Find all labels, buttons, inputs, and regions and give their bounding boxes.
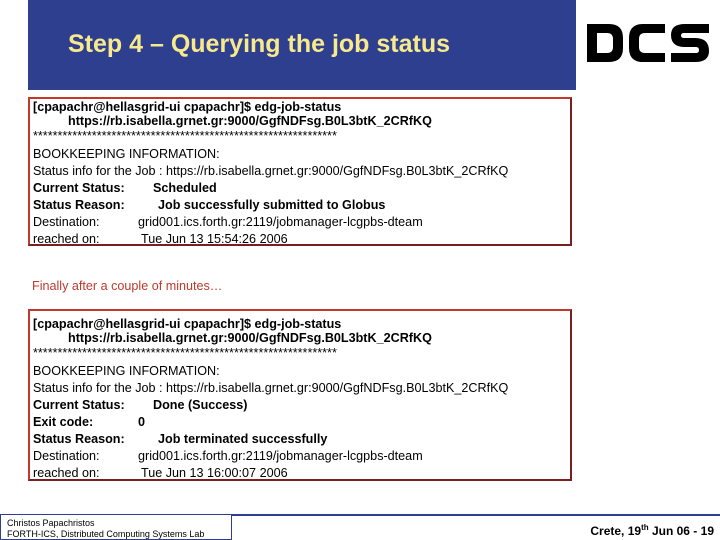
header-band — [0, 0, 576, 90]
status-reason-label: Status Reason: — [33, 198, 125, 212]
separator-stars: ************************************************************** — [33, 346, 337, 360]
command-line-1: [cpapachr@hellasgrid-ui cpapachr]$ edg-job-status — [33, 317, 342, 331]
destination-label: Destination: — [33, 215, 100, 229]
footer-author-box — [0, 514, 232, 540]
bookkeeping-heading: BOOKKEEPING INFORMATION: — [33, 147, 220, 161]
status-reason-label: Status Reason: — [33, 432, 125, 446]
status-reason-value: Job terminated successfully — [158, 432, 328, 446]
dcs-logo — [583, 20, 713, 66]
exit-code-label: Exit code: — [33, 415, 94, 429]
bookkeeping-heading: BOOKKEEPING INFORMATION: — [33, 364, 220, 378]
command-job-url: https://rb.isabella.grnet.gr:9000/GgfNDFsg.B0L3btK_2CRfKQ — [68, 114, 432, 128]
exit-code-value: 0 — [138, 415, 146, 429]
transition-note: Finally after a couple of minutes… — [32, 279, 223, 293]
current-status-value: Scheduled — [153, 181, 217, 195]
footer-author: Christos Papachristos — [7, 518, 95, 528]
reached-on-value: Tue Jun 13 16:00:07 2006 — [141, 466, 288, 480]
footer-date-sup: th — [641, 523, 649, 532]
job-status-output-2 — [28, 309, 572, 481]
destination-value: grid001.ics.forth.gr:2119/jobmanager-lcgpbs-dteam — [138, 215, 423, 229]
reached-on-label: reached on: — [33, 232, 100, 246]
footer-date-suffix: Jun 06 - 19 — [648, 524, 714, 538]
current-status-value: Done (Success) — [153, 398, 248, 412]
command-job-url: https://rb.isabella.grnet.gr:9000/GgfNDFsg.B0L3btK_2CRfKQ — [68, 331, 432, 345]
current-status-label: Current Status: — [33, 398, 125, 412]
status-reason-value: Job successfully submitted to Globus — [158, 198, 386, 212]
slide-title: Step 4 – Querying the job status — [68, 30, 451, 58]
separator-stars: ************************************************************** — [33, 129, 337, 143]
destination-value: grid001.ics.forth.gr:2119/jobmanager-lcgpbs-dteam — [138, 449, 423, 463]
footer-affiliation: FORTH-ICS, Distributed Computing Systems Lab — [7, 529, 205, 539]
current-status-label: Current Status: — [33, 181, 125, 195]
job-status-output-1 — [28, 97, 572, 246]
footer-date-prefix: Crete, 19 — [590, 524, 642, 538]
reached-on-label: reached on: — [33, 466, 100, 480]
status-info-line: Status info for the Job : https://rb.isabella.grnet.gr:9000/GgfNDFsg.B0L3btK_2CRfKQ — [33, 381, 509, 395]
destination-label: Destination: — [33, 449, 100, 463]
footer-date-page — [590, 523, 714, 538]
header-left-strip — [0, 0, 28, 90]
reached-on-value: Tue Jun 13 15:54:26 2006 — [141, 232, 288, 246]
status-info-line: Status info for the Job : https://rb.isabella.grnet.gr:9000/GgfNDFsg.B0L3btK_2CRfKQ — [33, 164, 509, 178]
command-line-1: [cpapachr@hellasgrid-ui cpapachr]$ edg-job-status — [33, 100, 342, 114]
